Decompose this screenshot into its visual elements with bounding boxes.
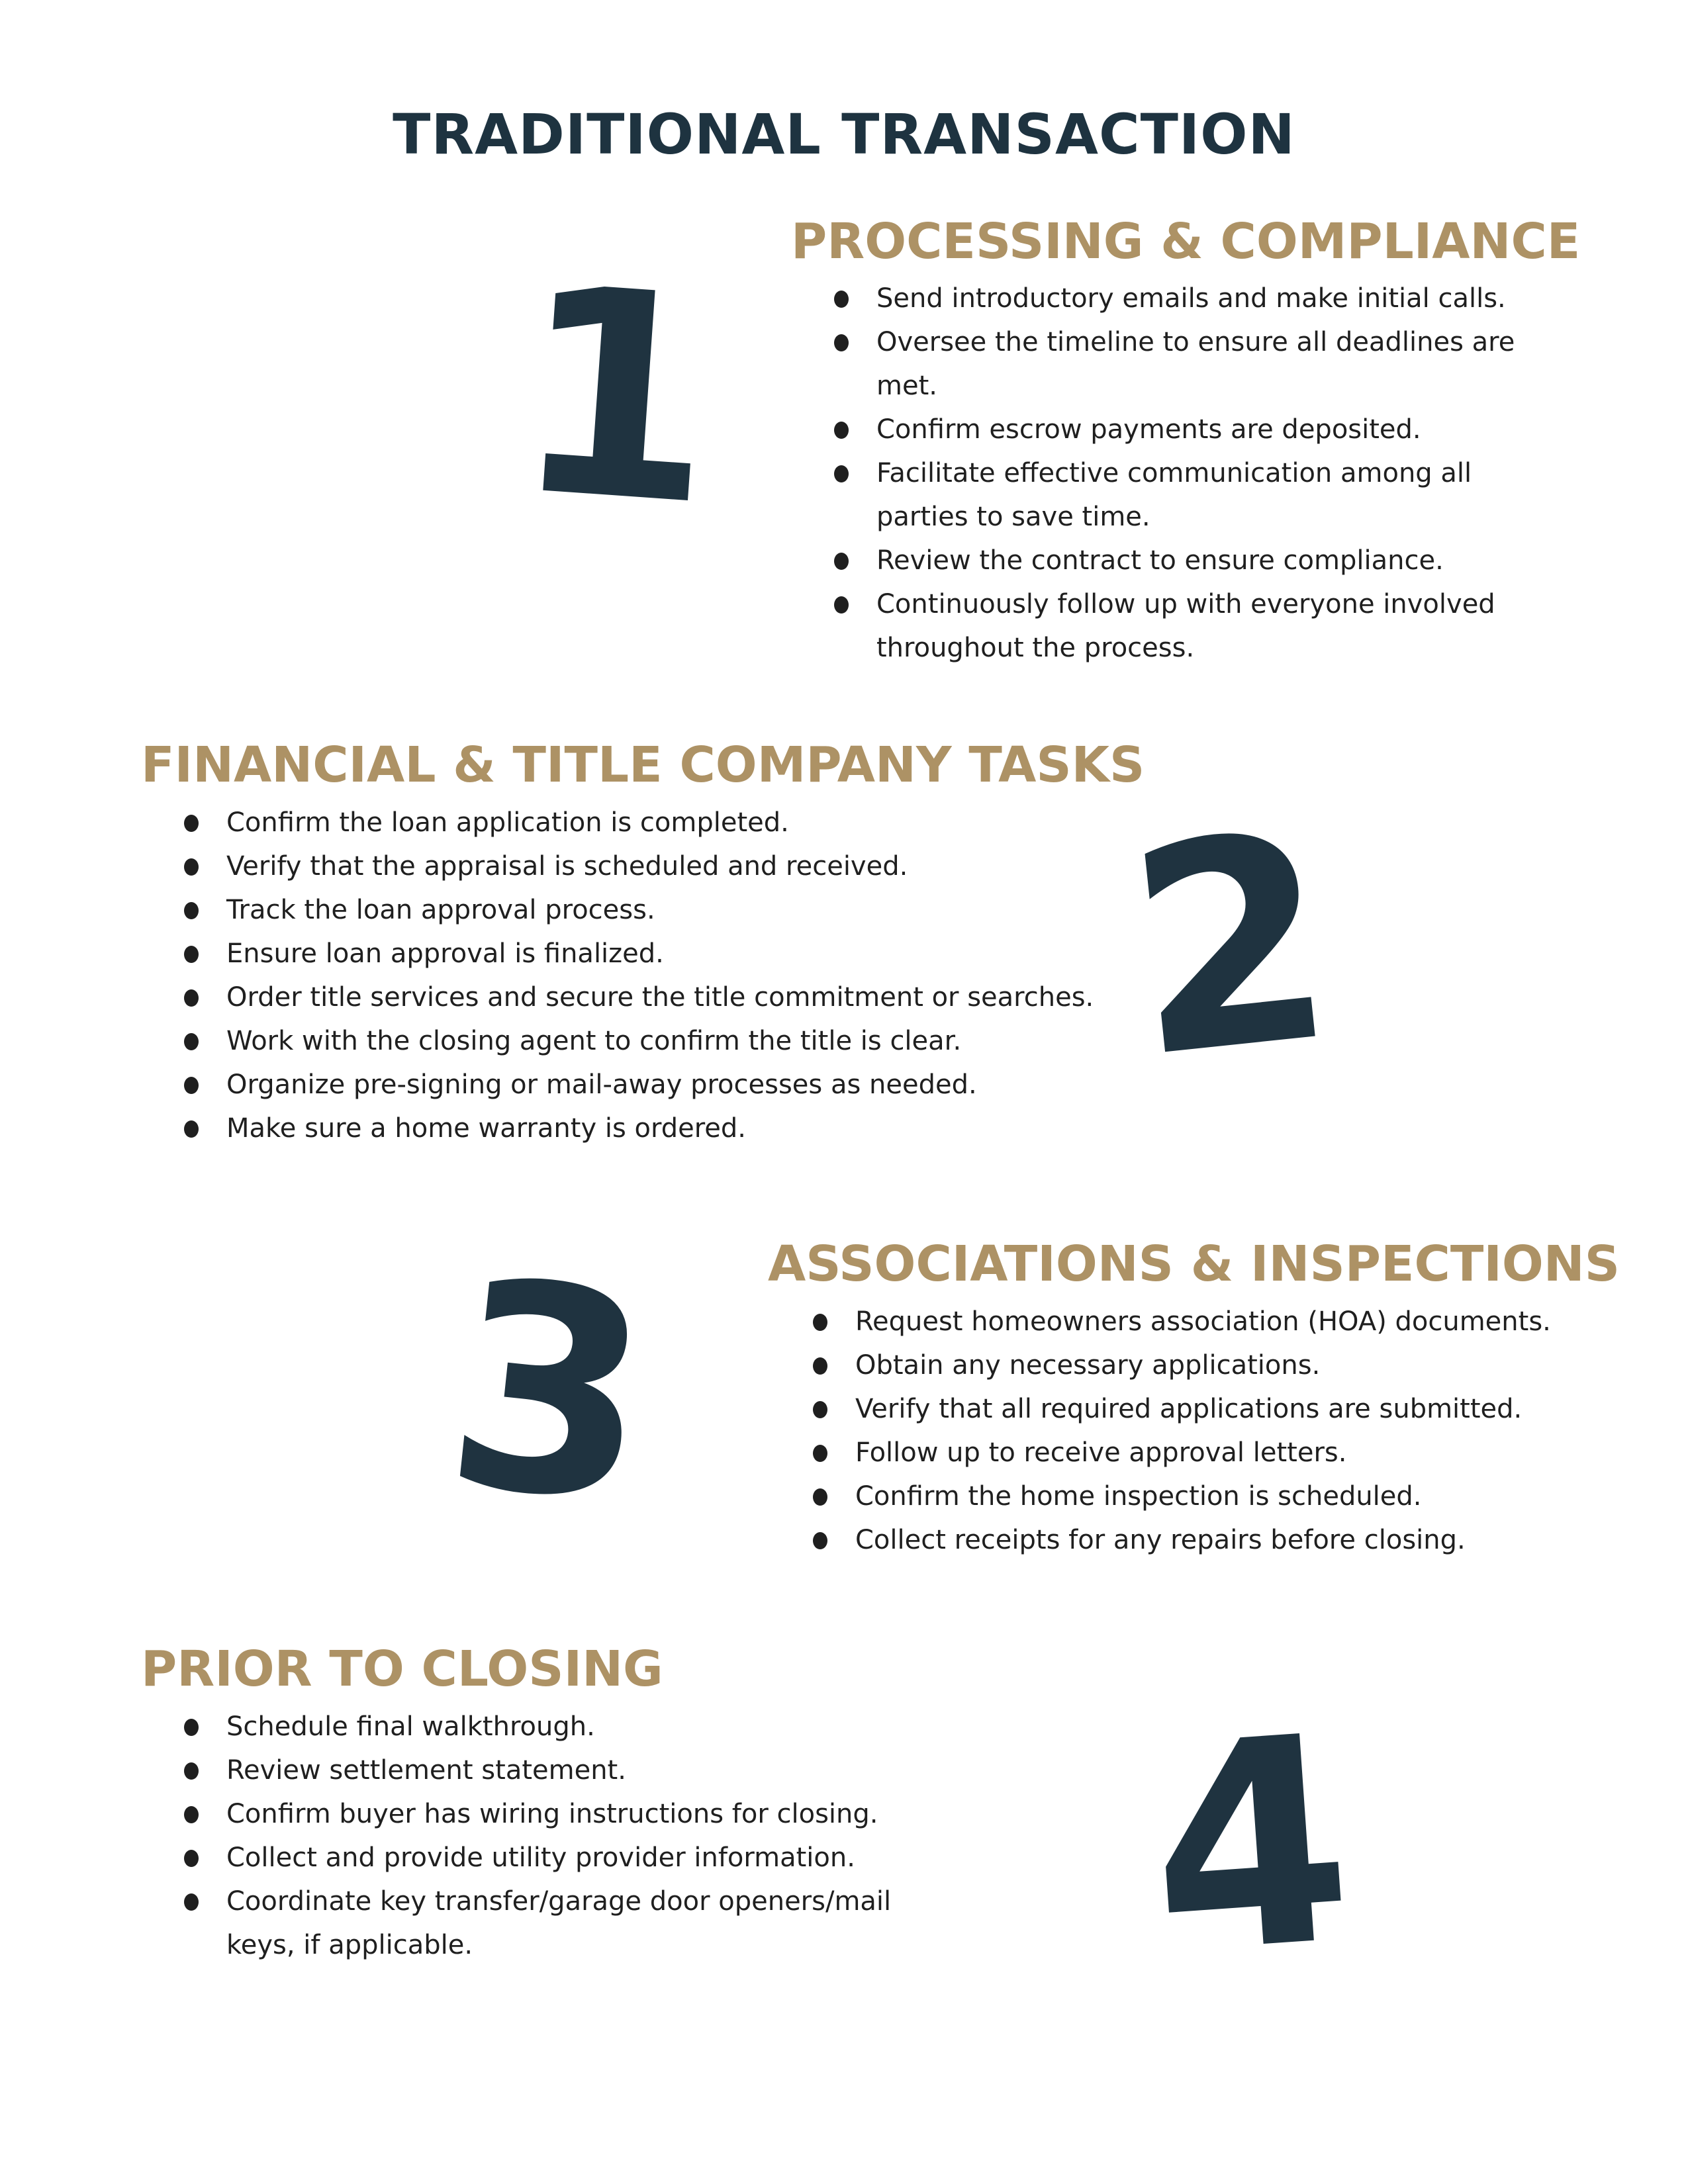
list-item [834,320,1536,408]
list-item [184,932,1124,976]
list-item [184,1792,912,1836]
list-item-text: Order title services and secure the title commitment or searches. [226,982,1094,1013]
bullet-icon [184,989,199,1007]
bullet-icon [184,858,199,876]
bullet-icon [813,1488,827,1506]
list-item [184,888,1124,932]
list-item-text: Confirm escrow payments are deposited. [876,414,1421,445]
bullet-icon [834,291,849,308]
bullet-icon [813,1445,827,1462]
step-number-4: 4 [1140,1674,1362,2019]
list-item-text: Review settlement statement. [226,1755,626,1786]
list-item [184,1107,1124,1150]
list-item-text: Verify that all required applications are submitted. [855,1394,1523,1424]
list-item [184,801,1124,844]
bullet-icon [184,1762,199,1780]
list-item-text: Facilitate effective communication among all parties to save time. [876,458,1472,532]
bullet-icon [834,465,849,482]
list-item-text: Confirm the loan application is completed. [226,807,789,838]
page-title: TRADITIONAL TRANSACTION [393,102,1295,167]
list-item [834,277,1536,320]
list-item-text: Coordinate key transfer/garage door openers/mail keys, if applicable. [226,1886,892,1960]
list-item [184,844,1124,888]
list-item-text: Follow up to receive approval letters. [855,1437,1347,1468]
section-heading-processing-compliance: PROCESSING & COMPLIANCE [791,213,1581,270]
list-item-text: Track the loan approval process. [226,895,655,925]
bullet-icon [813,1357,827,1375]
list-item [184,976,1124,1019]
bullet-icon [184,815,199,832]
list-item-text: Ensure loan approval is finalized. [226,938,664,969]
bullet-icon [834,596,849,614]
list-item [184,1705,912,1749]
list-item-text: Review the contract to ensure compliance. [876,545,1444,576]
step-number-1: 1 [504,225,726,569]
prior-to-closing-list [184,1705,912,1967]
list-item-text: Confirm the home inspection is scheduled. [855,1481,1422,1512]
list-item [834,451,1536,539]
list-item-text: Confirm buyer has wiring instructions for closing. [226,1799,878,1829]
bullet-icon [184,1120,199,1138]
list-item [834,582,1536,670]
bullet-icon [184,902,199,919]
list-item [834,408,1536,451]
list-item [184,1836,912,1880]
bullet-icon [834,334,849,351]
list-item [813,1431,1568,1475]
list-item [813,1343,1568,1387]
section-heading-prior-to-closing: PRIOR TO CLOSING [141,1641,663,1698]
list-item-text: Schedule final walkthrough. [226,1711,595,1742]
list-item-text: Continuously follow up with everyone involved throughout the process. [876,589,1495,663]
bullet-icon [813,1314,827,1331]
list-item [813,1475,1568,1518]
bullet-icon [834,553,849,570]
list-item-text: Make sure a home warranty is ordered. [226,1113,747,1144]
list-item-text: Send introductory emails and make initial calls. [876,283,1506,314]
financial-title-list [184,801,1124,1150]
list-item [184,1063,1124,1107]
bullet-icon [813,1401,827,1418]
list-item-text: Collect receipts for any repairs before closing. [855,1525,1466,1555]
list-item [813,1387,1568,1431]
step-number-3: 3 [433,1218,665,1569]
associations-inspections-list [813,1300,1568,1562]
list-item [813,1518,1568,1562]
step-number-2: 2 [1115,771,1347,1122]
bullet-icon [184,1077,199,1094]
list-item-text: Collect and provide utility provider information. [226,1843,855,1873]
bullet-icon [184,1806,199,1823]
list-item [834,539,1536,582]
list-item [813,1300,1568,1343]
bullet-icon [184,1719,199,1736]
list-item-text: Verify that the appraisal is scheduled and received. [226,851,908,882]
list-item [184,1019,1124,1063]
section-heading-financial-title: FINANCIAL & TITLE COMPANY TASKS [141,737,1145,794]
bullet-icon [184,1850,199,1867]
list-item-text: Oversee the timeline to ensure all deadlines are met. [876,327,1515,401]
bullet-icon [184,1893,199,1911]
bullet-icon [834,422,849,439]
list-item-text: Work with the closing agent to confirm the title is clear. [226,1026,962,1056]
section-heading-associations-inspections: ASSOCIATIONS & INSPECTIONS [768,1236,1620,1293]
list-item [184,1880,912,1967]
bullet-icon [184,1033,199,1050]
list-item-text: Request homeowners association (HOA) documents. [855,1306,1551,1337]
bullet-icon [184,946,199,963]
bullet-icon [813,1532,827,1549]
processing-compliance-list [834,277,1536,670]
list-item-text: Organize pre-signing or mail-away processes as needed. [226,1069,977,1100]
list-item [184,1749,912,1792]
list-item-text: Obtain any necessary applications. [855,1350,1321,1381]
